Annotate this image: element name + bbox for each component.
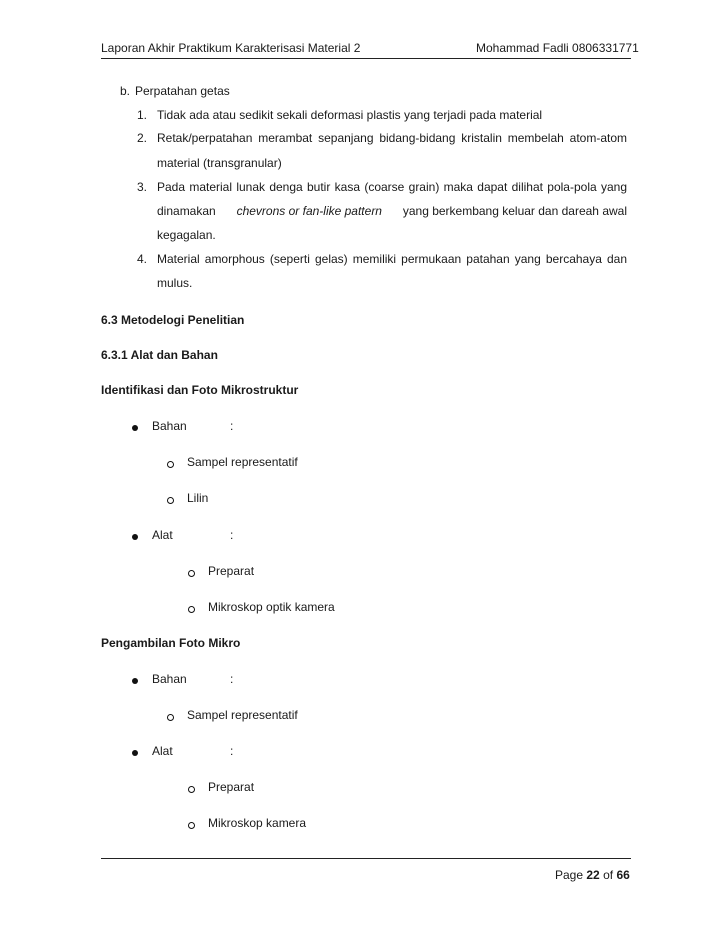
header-document-title: Laporan Akhir Praktikum Karakterisasi Material 2 <box>101 41 361 55</box>
alat-item: Mikroskop optik kamera <box>208 600 335 614</box>
colon: : <box>230 672 234 686</box>
bahan-label: Bahan <box>152 419 187 433</box>
list-item-text: Tidak ada atau sedikit sekali deformasi plastis yang terjadi pada material <box>157 108 543 122</box>
bahan-item: Sampel representatif <box>187 708 298 722</box>
heading-identifikasi: Identifikasi dan Foto Mikrostruktur <box>101 383 299 397</box>
alat-label: Alat <box>152 528 173 542</box>
colon: : <box>230 744 234 758</box>
section-b-title: Perpatahan getas <box>135 84 230 98</box>
header-rule <box>101 58 631 59</box>
list-item-number: 3. <box>137 180 148 194</box>
bullet-icon <box>132 534 138 540</box>
list-item-text: Retak/perpatahan merambat sepanjang bidang-bidang kristalin membelah atom-atom <box>157 131 627 145</box>
circle-bullet-icon <box>167 714 174 721</box>
heading-6-3: 6.3 Metodelogi Penelitian <box>101 313 245 327</box>
heading-6-3-1: 6.3.1 Alat dan Bahan <box>101 348 218 362</box>
list-item-text-emphasis: chevrons or fan-like pattern <box>236 204 382 218</box>
list-item-number: 1. <box>137 108 148 122</box>
current-page: 22 <box>586 868 600 882</box>
circle-bullet-icon <box>188 606 195 613</box>
circle-bullet-icon <box>188 570 195 577</box>
circle-bullet-icon <box>188 786 195 793</box>
page-word: Page <box>555 868 584 882</box>
heading-pengambilan: Pengambilan Foto Mikro <box>101 636 241 650</box>
bahan-item: Lilin <box>187 491 209 505</box>
bullet-icon <box>132 678 138 684</box>
bahan-item: Sampel representatif <box>187 455 298 469</box>
alat-item: Preparat <box>208 780 255 794</box>
colon: : <box>230 528 234 542</box>
of-word: of <box>603 868 614 882</box>
list-item-number: 2. <box>137 131 148 145</box>
bahan-label: Bahan <box>152 672 187 686</box>
list-item-text: Pada material lunak denga butir kasa (coarse grain) maka dapat dilihat pola-pola yang <box>157 180 627 194</box>
list-item-number: 4. <box>137 252 148 266</box>
list-item-text: material (transgranular) <box>157 156 282 170</box>
list-item-text-post: yang berkembang keluar dan dareah awal <box>402 204 627 218</box>
header-author: Mohammad Fadli 0806331771 <box>476 41 639 55</box>
circle-bullet-icon <box>167 497 174 504</box>
bullet-icon <box>132 425 138 431</box>
footer-rule <box>101 858 631 859</box>
circle-bullet-icon <box>167 461 174 468</box>
list-item-text-pre: dinamakan <box>157 204 216 218</box>
alat-item: Mikroskop kamera <box>208 816 307 830</box>
list-item-text-line <box>157 204 627 218</box>
alat-label: Alat <box>152 744 173 758</box>
circle-bullet-icon <box>188 822 195 829</box>
total-pages: 66 <box>616 868 630 882</box>
list-item-text: Material amorphous (seperti gelas) memiliki permukaan patahan yang bercahaya dan <box>157 252 627 266</box>
list-item-text: mulus. <box>157 276 193 290</box>
section-b-marker: b. <box>120 84 131 98</box>
bullet-icon <box>132 750 138 756</box>
colon: : <box>230 419 234 433</box>
alat-item: Preparat <box>208 564 255 578</box>
page-number <box>555 868 630 882</box>
list-item-text: kegagalan. <box>157 228 216 242</box>
